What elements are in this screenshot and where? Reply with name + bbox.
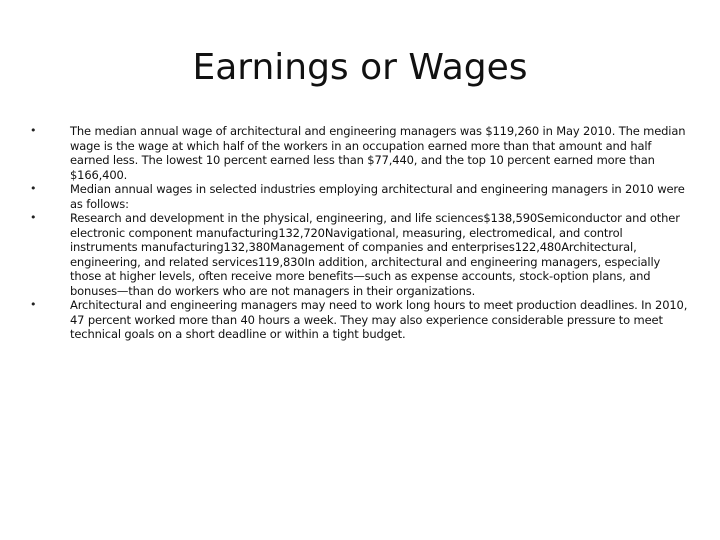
bullet-text: The median annual wage of architectural and engineering managers was $119,260 in May 2010. The median wage is the wage at which half of the workers in an occupation earned more than that amount and half earned less. The lowest 10 percent earned less than $77,440, and the top 10 percent earned more than $166,400. bbox=[70, 124, 686, 182]
slide-title: Earnings or Wages bbox=[192, 47, 528, 88]
bullet-item-work-hours bbox=[30, 298, 692, 342]
bullet-text: Architectural and engineering managers may need to work long hours to meet production deadlines. In 2010, 47 percent worked more than 40 hours a week. They may also experience considerable pressure to meet technical goals on a short deadline or within a tight budget. bbox=[70, 298, 688, 341]
bullet-icon: • bbox=[30, 211, 37, 224]
bullet-text: Research and development in the physical, engineering, and life sciences$138,590Semiconductor and other electronic component manufacturing132,720Navigational, measuring, electromedical, and control instruments manufacturing132,380Management of companies and enterprises122,480Architectural, engineering, and related services119,830In addition, architectural and engineering managers, especially those at higher levels, often receive more benefits—such as expense accounts, stock-option plans, and bonuses—than do workers who are not managers in their organizations. bbox=[70, 211, 680, 298]
bullet-icon: • bbox=[30, 298, 37, 311]
bullet-item-median-wage bbox=[30, 124, 692, 182]
bullet-list bbox=[30, 124, 692, 342]
bullet-item-industries-intro bbox=[30, 182, 692, 211]
bullet-icon: • bbox=[30, 124, 37, 137]
bullet-item-industry-wages bbox=[30, 211, 692, 298]
bullet-icon: • bbox=[30, 182, 37, 195]
bullet-text: Median annual wages in selected industries employing architectural and engineering managers in 2010 were as follows: bbox=[70, 182, 685, 211]
